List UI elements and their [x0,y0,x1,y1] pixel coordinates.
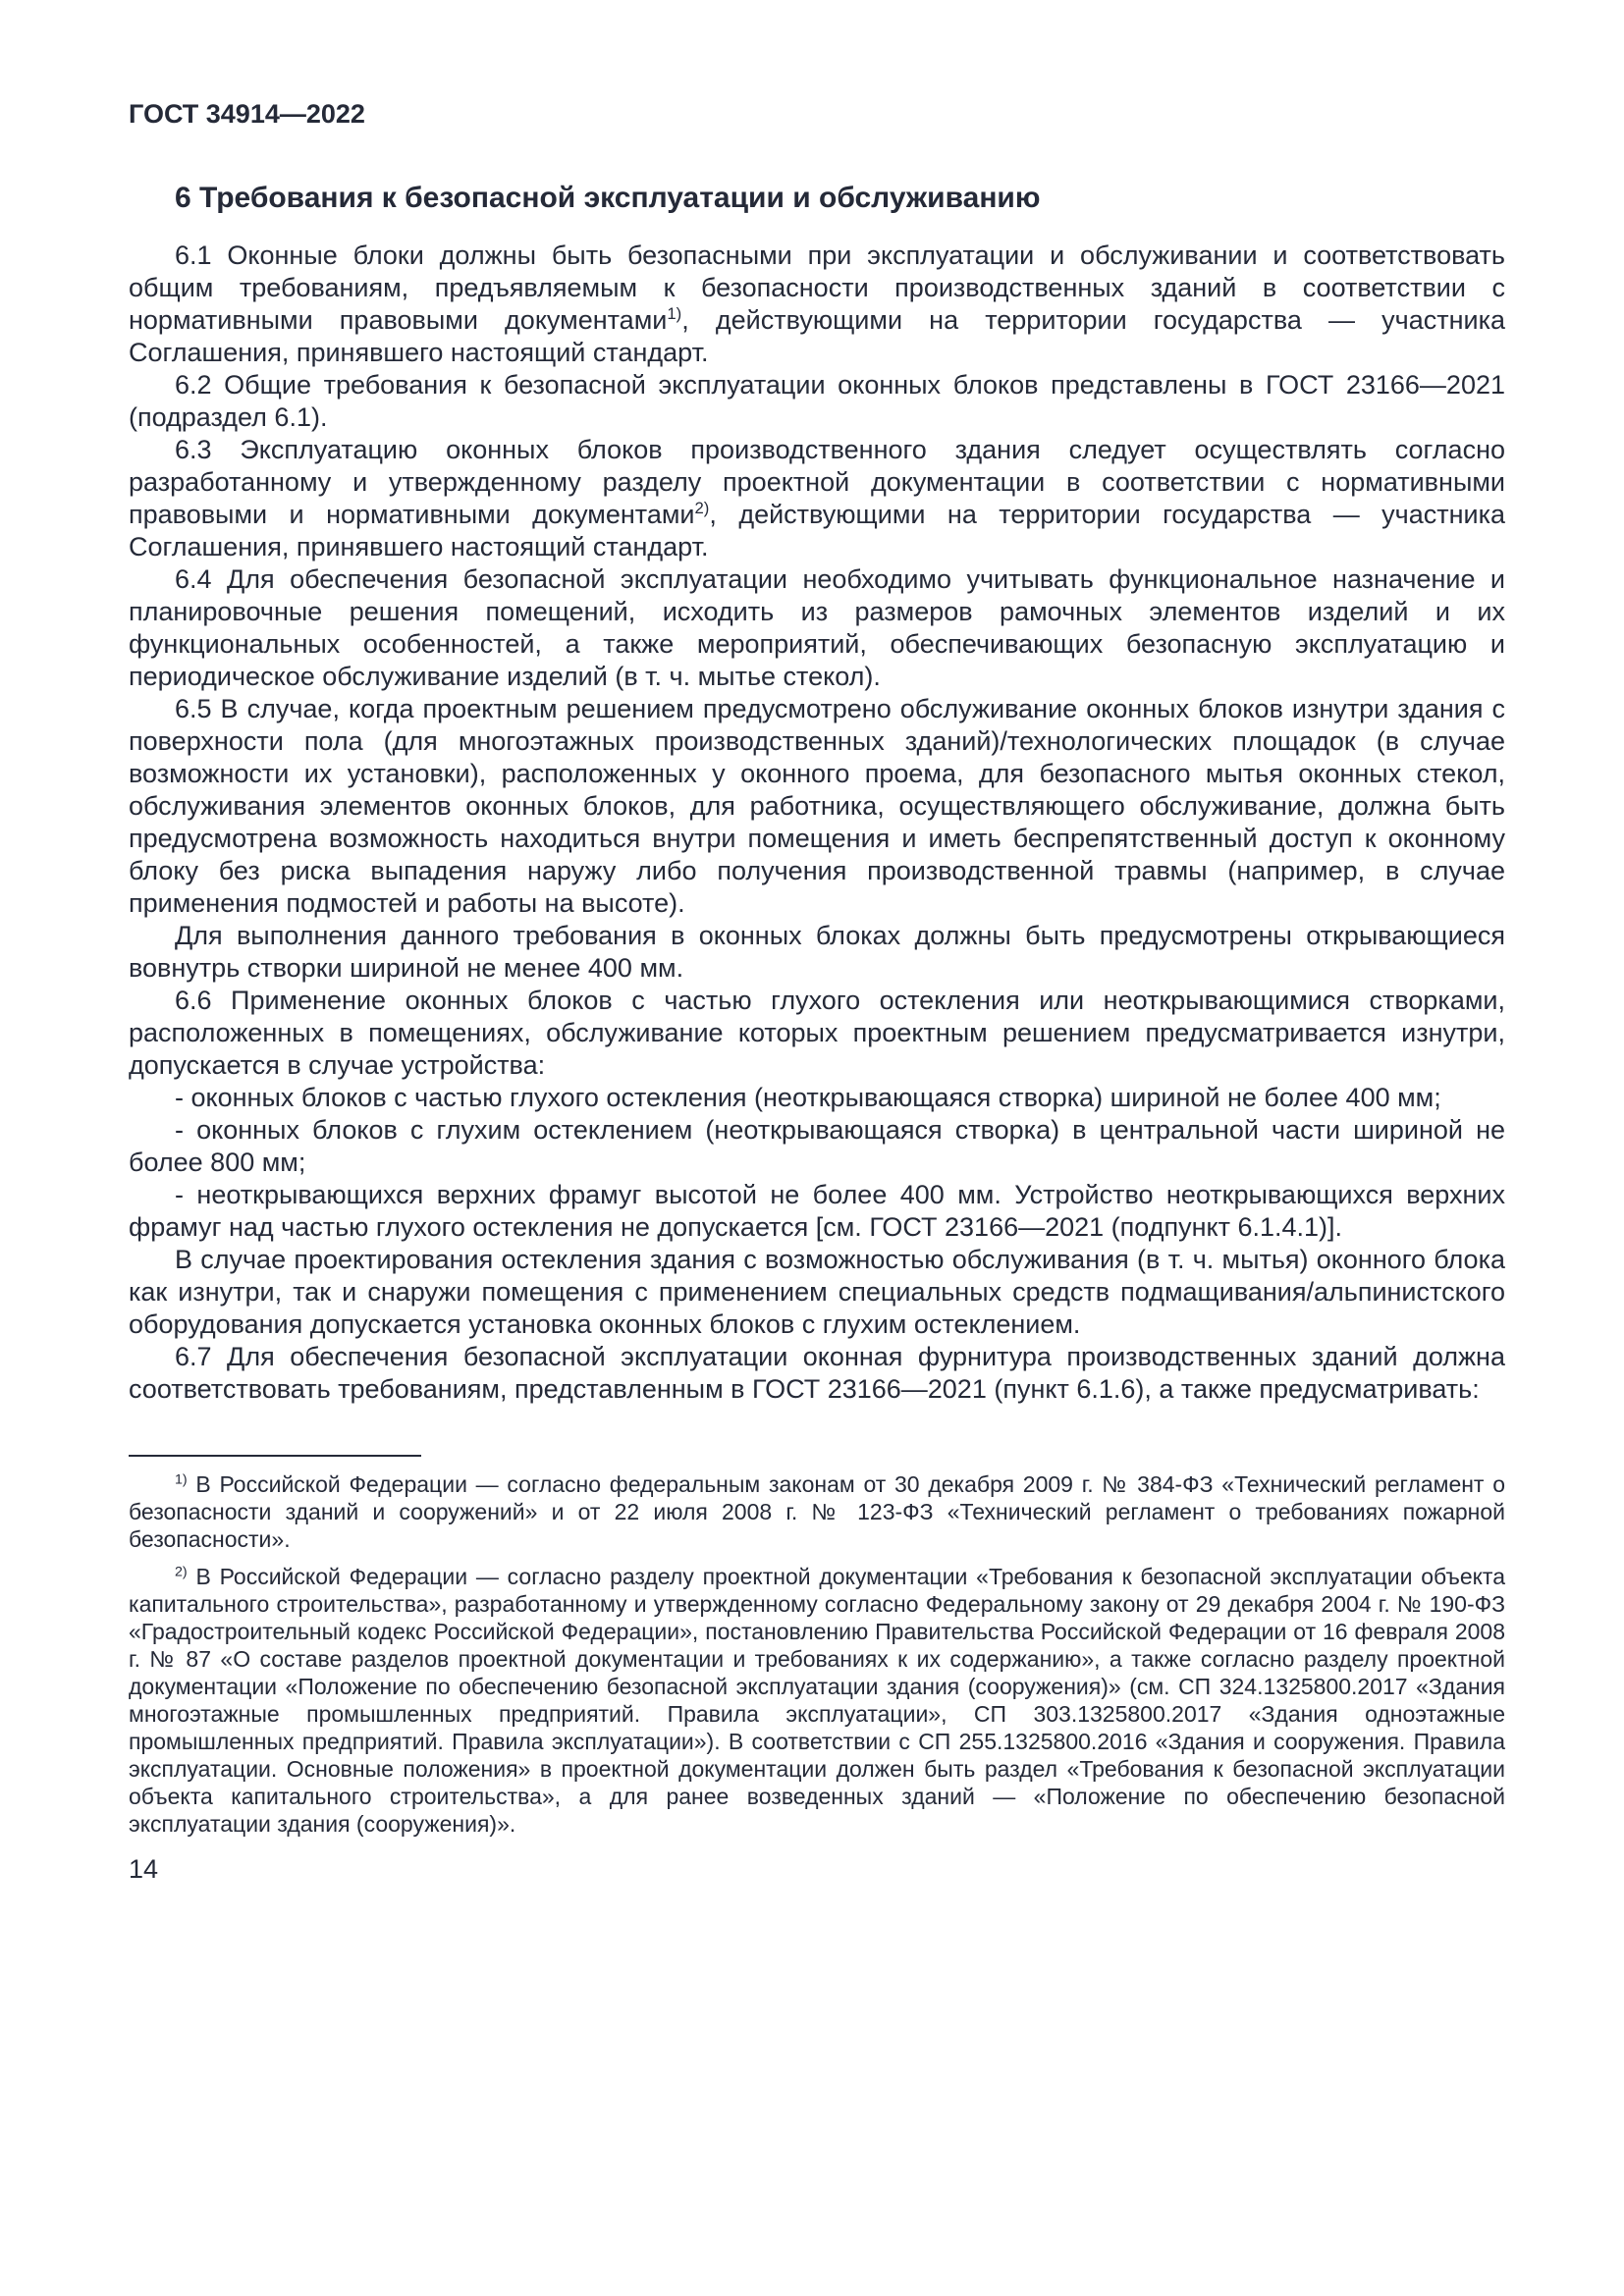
paragraph-6-6: 6.6 Применение оконных блоков с частью глухого остекления или неоткрывающимися створками, расположенных в помещениях, обслуживание которых проектным решением предусматривается изнутри, допускается в случае устройства: [129,986,1505,1080]
paragraph-6-3-text-after: , действующими на территории государства — участника Соглашения, принявшего настоящий стандарт. [129,500,1505,561]
list-item-1: - оконных блоков с частью глухого остекления (неоткрывающаяся створка) шириной не более 400 мм; [175,1083,1441,1112]
document-header: ГОСТ 34914—2022 [129,99,365,129]
paragraph-6-6-continuation: В случае проектирования остекления здания с возможностью обслуживания (в т. ч. мытья) оконного блока как изнутри, так и снаружи помещения с применением специальных средств подмащивания/альпинистского оборудования допускается установка оконных блоков с глухим остеклением. [129,1245,1505,1339]
paragraph-6-1 [129,240,1505,369]
footnote-ref-2: 2) [694,499,710,517]
footnote-1-text: В Российской Федерации — согласно федеральным законам от 30 декабря 2009 г. № 384-ФЗ «Технический регламент о безопасности зданий и сооружений» и от 22 июля 2008 г. № 123-ФЗ «Технический регламент о требованиях пожарной безопасности». [129,1471,1505,1552]
footnote-ref-1: 1) [667,304,682,323]
paragraph-6-3 [129,434,1505,563]
paragraph-6-1-text-after: , действующими на территории государства — участника Соглашения, принявшего настоящий стандарт. [129,305,1505,367]
footnote-1-marker: 1) [175,1471,188,1488]
paragraph-6-7: 6.7 Для обеспечения безопасной эксплуатации оконная фурнитура производственных зданий должна соответствовать требованиям, представленным в ГОСТ 23166—2021 (пункт 6.1.6), а также предусматривать: [129,1342,1505,1404]
footnote-2-text: В Российской Федерации — согласно разделу проектной документации «Требования к безопасной эксплуатации объекта капитального строительства», разработанному и утвержденному согласно Федеральному закону от 29 декабря 2004 г. № 190-ФЗ «Градостроительный кодекс Российской Федерации», постановлению Правительства Российской Федерации от 16 февраля 2008 г. № 87 «О составе разделов проектной документации и требованиях к их содержанию», а также согласно разделу проектной документации «Положение по обеспечению безопасной эксплуатации здания (сооружения)» (см. СП 324.1325800.2017 «Здания многоэтажные промышленных предприятий. Правила эксплуатации», СП 303.1325800.2017 «Здания одноэтажные промышленных предприятий. Правила эксплуатации»). В соответствии с СП 255.1325800.2016 «Здания и сооружения. Правила эксплуатации. Основные положения» в проектной документации должен быть раздел «Требования к безопасной эксплуатации объекта капитального строительства», а для ранее возведенных зданий — «Положение по обеспечению безопасной эксплуатации здания (сооружения)». [129,1564,1505,1837]
footnote-2 [129,1563,1505,1838]
section-heading: 6 Требования к безопасной эксплуатации и обслуживанию [175,182,1041,214]
paragraph-6-1-text: 6.1 Оконные блоки должны быть безопасными при эксплуатации и обслуживании и соответствовать общим требованиям, предъявляемым к безопасности производственных зданий в соответствии с нормативными правовыми документами [129,240,1505,335]
footnote-1 [129,1470,1505,1553]
list-item-2: - оконных блоков с глухим остеклением (неоткрывающаяся створка) в центральной части шириной не более 800 мм; [129,1115,1505,1177]
footnote-2-marker: 2) [175,1564,188,1580]
footnote-separator [129,1455,421,1457]
paragraph-6-2: 6.2 Общие требования к безопасной эксплуатации оконных блоков представлены в ГОСТ 23166—2021 (подраздел 6.1). [129,370,1505,432]
footnotes-section [129,1455,1505,1838]
paragraph-6-5: 6.5 В случае, когда проектным решением предусмотрено обслуживание оконных блоков изнутри здания с поверхности пола (для многоэтажных производственных зданий)/технологических площадок (в случае возможности их установки), расположенных у оконного проема, для безопасного мытья оконных стекол, обслуживания элементов оконных блоков, для работника, осуществляющего обслуживание, должна быть предусмотрена возможность находиться внутри помещения и иметь беспрепятственный доступ к оконному блоку без риска выпадения наружу либо получения производственной травмы (например, в случае применения подмостей и работы на высоте). [129,694,1505,918]
paragraph-6-3-text: 6.3 Эксплуатацию оконных блоков производственного здания следует осуществлять согласно разработанному и утвержденному разделу проектной документации в соответствии с нормативными правовыми и нормативными документами [129,435,1505,529]
document-body [129,240,1505,1406]
list-item-3: - неоткрывающихся верхних фрамуг высотой не более 400 мм. Устройство неоткрывающихся верхних фрамуг над частью глухого остекления не допускается [см. ГОСТ 23166—2021 (подпункт 6.1.4.1)]. [129,1180,1505,1242]
paragraph-6-5-continuation: Для выполнения данного требования в оконных блоках должны быть предусмотрены открывающиеся вовнутрь створки шириной не менее 400 мм. [129,921,1505,983]
page-number: 14 [129,1854,159,1884]
paragraph-6-4: 6.4 Для обеспечения безопасной эксплуатации необходимо учитывать функциональное назначение и планировочные решения помещений, исходить из размеров рамочных элементов изделий и их функциональных особенностей, а также мероприятий, обеспечивающих безопасную эксплуатацию и периодическое обслуживание изделий (в т. ч. мытье стекол). [129,564,1505,691]
